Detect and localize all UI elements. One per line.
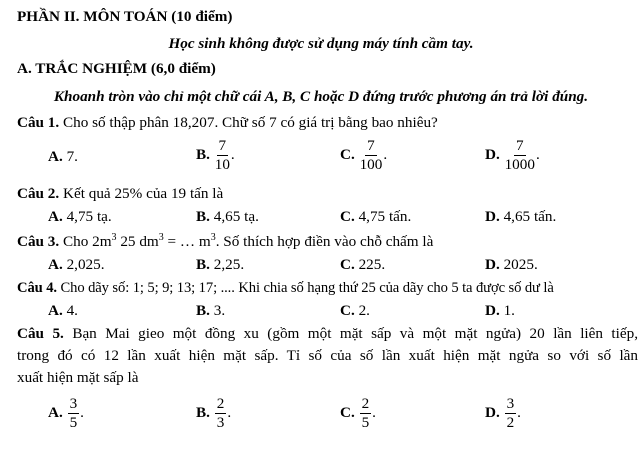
question-text: Cho $2m^3$ 25 $dm^3$ = … $m^3$. Số thích hợp điền vào chỗ chấm là bbox=[63, 232, 434, 250]
section-instruction: Học sinh không được sử dụng máy tính cầm tay. bbox=[168, 35, 474, 52]
option-text: 2,25. bbox=[213, 256, 245, 273]
option-letter: C. bbox=[340, 302, 355, 319]
q3-option-a[interactable] bbox=[48, 256, 105, 274]
q5-option-d[interactable]: D. $\frac{3}{2}$ . bbox=[485, 395, 521, 431]
option-letter: A. bbox=[48, 256, 63, 273]
question-text: Cho dãy số: 1; 5; 9; 13; 17; .... Khi chia số hạng thứ 25 của dãy cho 5 ta được số dư là bbox=[60, 280, 554, 296]
option-letter: C. bbox=[340, 145, 355, 163]
question-label: Câu 3. bbox=[17, 233, 60, 250]
option-letter: C. bbox=[340, 403, 355, 421]
option-letter: D. bbox=[485, 302, 500, 319]
question-4 bbox=[17, 279, 554, 297]
fraction: $\frac{2}{5}$ bbox=[361, 395, 370, 431]
option-letter: A. bbox=[48, 148, 63, 165]
option-letter: C. bbox=[340, 256, 355, 273]
option-letter: D. bbox=[485, 145, 500, 163]
q1-option-a[interactable] bbox=[48, 148, 78, 166]
question-2 bbox=[17, 185, 223, 203]
q1-option-b[interactable]: B. $\frac{7}{10}$ . bbox=[196, 137, 235, 173]
option-text: 2025. bbox=[503, 256, 538, 273]
option-text: 7. bbox=[66, 148, 78, 165]
option-letter: A. bbox=[48, 403, 63, 421]
fraction: $\frac{3}{2}$ bbox=[506, 395, 515, 431]
option-letter: D. bbox=[485, 256, 500, 273]
q1-option-c[interactable]: C. $\frac{7}{100}$ . bbox=[340, 137, 388, 173]
option-text: 4,75 tấn. bbox=[358, 208, 412, 225]
q3-option-d[interactable] bbox=[485, 256, 538, 274]
q2-option-d[interactable] bbox=[485, 208, 556, 226]
option-letter: A. bbox=[48, 208, 63, 225]
question-5 bbox=[17, 325, 638, 343]
question-text: Cho số thập phân 18,207. Chữ số 7 có giá trị bằng bao nhiêu? bbox=[63, 114, 438, 131]
question-label: Câu 5. bbox=[17, 325, 64, 342]
q2-option-a[interactable] bbox=[48, 208, 112, 226]
q4-option-b[interactable] bbox=[196, 302, 225, 320]
option-text: 1. bbox=[503, 302, 515, 319]
q5-option-a[interactable]: A. $\frac{3}{5}$ . bbox=[48, 395, 84, 431]
part-a-title: A. TRẮC NGHIỆM (6,0 điểm) bbox=[17, 60, 216, 77]
option-text: 2,025. bbox=[66, 256, 105, 273]
option-text: 4,75 tạ. bbox=[66, 208, 112, 225]
q4-option-d[interactable] bbox=[485, 302, 515, 320]
question-label: Câu 4. bbox=[17, 280, 57, 296]
q3-option-b[interactable] bbox=[196, 256, 244, 274]
question-3 bbox=[17, 233, 433, 251]
question-text: Kết quả 25% của 19 tấn là bbox=[63, 185, 224, 202]
fraction: $\frac{3}{5}$ bbox=[69, 395, 78, 431]
option-text: 225. bbox=[358, 256, 386, 273]
question-text-line-1: Bạn Mai gieo một đồng xu (gồm một mặt sấp và một mặt ngửa) 20 lần liên tiếp, bbox=[72, 325, 638, 342]
question-label: Câu 2. bbox=[17, 185, 60, 202]
option-letter: B. bbox=[196, 208, 210, 225]
option-text: 4. bbox=[66, 302, 78, 319]
option-letter: D. bbox=[485, 403, 500, 421]
q5-option-b[interactable]: B. $\frac{2}{3}$ . bbox=[196, 395, 232, 431]
option-letter: B. bbox=[196, 302, 210, 319]
q2-option-c[interactable] bbox=[340, 208, 411, 226]
fraction: $\frac{7}{1000}$ bbox=[504, 137, 535, 173]
option-letter: C. bbox=[340, 208, 355, 225]
q5-option-c[interactable]: C. $\frac{2}{5}$ . bbox=[340, 395, 376, 431]
question-label: Câu 1. bbox=[17, 114, 60, 131]
fraction: $\frac{7}{100}$ bbox=[359, 137, 383, 173]
fraction: $\frac{2}{3}$ bbox=[216, 395, 225, 431]
section-title: PHẦN II. MÔN TOÁN (10 điểm) bbox=[17, 8, 233, 25]
option-letter: B. bbox=[196, 256, 210, 273]
option-letter: D. bbox=[485, 208, 500, 225]
option-text: 3. bbox=[213, 302, 226, 319]
part-a-instruction: Khoanh tròn vào chỉ một chữ cái A, B, C hoặc D đứng trước phương án trả lời đúng. bbox=[53, 88, 589, 105]
option-letter: B. bbox=[196, 145, 210, 163]
q4-option-a[interactable] bbox=[48, 302, 78, 320]
q4-option-c[interactable] bbox=[340, 302, 370, 320]
q2-option-b[interactable] bbox=[196, 208, 259, 226]
question-text-line-2: trong đó có 12 lần xuất hiện mặt sấp. Tỉ số của số lần xuất hiện mặt ngửa so với số lần bbox=[17, 347, 638, 364]
option-letter: B. bbox=[196, 403, 210, 421]
option-text: 2. bbox=[358, 302, 370, 319]
question-1 bbox=[17, 114, 438, 132]
option-text: 4,65 tạ. bbox=[213, 208, 259, 225]
option-text: 4,65 tấn. bbox=[503, 208, 557, 225]
option-letter: A. bbox=[48, 302, 63, 319]
q3-option-c[interactable] bbox=[340, 256, 385, 274]
fraction: $\frac{7}{10}$ bbox=[214, 137, 230, 173]
question-text-line-3: xuất hiện mặt sấp là bbox=[17, 369, 139, 386]
q1-option-d[interactable]: D. $\frac{7}{1000}$ . bbox=[485, 137, 540, 173]
